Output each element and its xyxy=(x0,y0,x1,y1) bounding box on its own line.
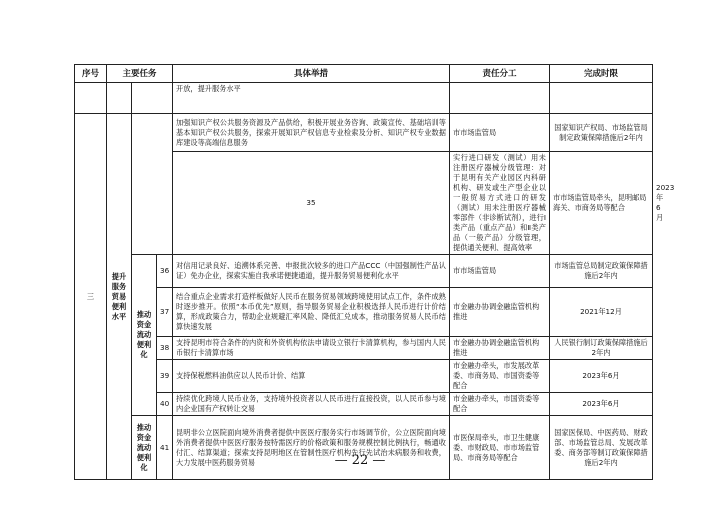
header-task: 主要任务 xyxy=(107,65,173,83)
page-number: — 22 — xyxy=(334,453,386,468)
table-row-continuation xyxy=(75,83,653,114)
item-number: 36 xyxy=(157,255,173,288)
cont-resp xyxy=(450,83,550,114)
responsibility-text: 市金融办协调金融监管机构推进 xyxy=(450,288,550,337)
deadline-text: 人民银行制订政策保障措施后2年内 xyxy=(550,337,653,360)
measure-text: 实行进口研发（测试）用未注册医疗器械分级管理：对于昆明有关产业园区内科研机构、研发或生产型企业以一般贸易方式进口的研发（测试）用未注册医疗器械零部件（非诊断试剂），进行Ⅰ类产品（重点产品）和Ⅱ类产品（一般产品）分级管理，提供通关便利、提高效率 xyxy=(450,152,550,255)
deadline-text: 2023年6月 xyxy=(550,360,653,393)
deadline-text: 2021年12月 xyxy=(550,288,653,337)
responsibility-text: 市市场监管局 xyxy=(450,255,550,288)
item-number: 35 xyxy=(173,152,450,255)
group-seq: 三 xyxy=(75,114,107,480)
item-number: 40 xyxy=(157,393,173,416)
responsibility-text: 市金融办协调金融监管机构推进 xyxy=(450,337,550,360)
item-number: 38 xyxy=(157,337,173,360)
table-row: 35 实行进口研发（测试）用未注册医疗器械分级管理：对于昆明有关产业园区内科研机构、研发或生产型企业以一般贸易方式进口的研发（测试）用未注册医疗器械零部件（非诊断试剂），进行Ⅰ类产品（重点产品）和Ⅱ类产品（一般产品）分级管理，提供通关便利、提高效率 市市场监管局牵头，昆明邮局海关、市商务局等配合 2023年6月 xyxy=(75,152,653,255)
header-seq: 序号 xyxy=(75,65,107,83)
measure-text: 昆明非公立医院面向境外消费者提供中医医疗服务实行市场调节价，公立医院面向境外消费者提供中医医疗服务按特需医疗的价格政策和服务规模控制比例执行，畅通收付汇、结算渠道；探索支持昆明地区在管制性医疗机构先行先试治未病服务和收费，大力发展中医药服务贸易 xyxy=(173,416,450,480)
cont-task-cell xyxy=(107,83,132,114)
item-number: 37 xyxy=(157,288,173,337)
cont-seq-cell xyxy=(75,83,107,114)
responsibility-text: 市市场监管局 xyxy=(450,114,550,152)
deadline-text: 国家医保局、中医药局、财政部、市场监管总局、发展改革委、商务部等制订政策保障措施后2年内 xyxy=(550,416,653,480)
deadline-text: 2023年6月 xyxy=(550,393,653,416)
cont-deadline xyxy=(550,83,653,114)
deadline-text: 国家知识产权局、市场监管局制定政策保障措施后2年内 xyxy=(550,114,653,152)
header-measures: 具体举措 xyxy=(173,65,450,83)
table-row xyxy=(75,393,653,416)
table-row xyxy=(75,114,653,152)
subtask-label: 推动资金流动便利化 xyxy=(132,416,157,480)
deadline-text: 市场监管总局制定政策保障措施后2年内 xyxy=(550,255,653,288)
item-number: 41 xyxy=(157,416,173,480)
table-header-row xyxy=(75,65,653,83)
table-row xyxy=(75,360,653,393)
responsibility-text: 市医保局牵头，市卫生健康委、市财政局、市市场监管局、市商务局等配合 xyxy=(450,416,550,480)
table-row xyxy=(75,288,653,337)
cont-measure: 开放，提升服务水平 xyxy=(173,83,450,114)
cont-subtask-cell xyxy=(132,83,173,114)
measure-text: 持续优化跨境人民币业务，支持境外投资者以人民币进行直接投资，以人民币参与境内企业国有产权转让交易 xyxy=(173,393,450,416)
measure-text: 支持保税燃料油供应以人民币计价、结算 xyxy=(173,360,450,393)
header-deadline: 完成时限 xyxy=(550,65,653,83)
table-row xyxy=(75,416,653,480)
responsibility-text: 市金融办牵头，市国资委等配合 xyxy=(450,393,550,416)
subtask-label: 推动资金流动便利化 xyxy=(132,255,157,416)
responsibility-text: 市金融办牵头，市发展改革委、市商务局、市国资委等配合 xyxy=(450,360,550,393)
measure-text: 加强知识产权公共服务资源及产品供给，积极开展业务咨询、政策宣传、基础培训等基本知识产权公共服务，探索开展知识产权信息专业检索及分析、知识产权专业数据库建设等高端信息服务 xyxy=(173,114,450,152)
measure-text: 对信用记录良好、追溯体系完善、申报批次较多的进口产品CCC（中国强制性产品认证）免办企业，探索实施自我承诺便捷通道，提升服务贸易便利化水平 xyxy=(173,255,450,288)
measures-table xyxy=(74,64,675,480)
measure-text: 支持昆明市符合条件的内资和外资机构依法申请设立银行卡清算机构，参与国内人民币银行卡清算市场 xyxy=(173,337,450,360)
item-number: 39 xyxy=(157,360,173,393)
header-responsibility: 责任分工 xyxy=(450,65,550,83)
responsibility-text: 市市场监管局牵头，昆明邮局海关、市商务局等配合 xyxy=(550,152,653,255)
subtask-empty-cell xyxy=(132,114,173,255)
measure-text: 结合重点企业需求打造样板做好人民币在服务贸易领域跨境使用试点工作，条件成熟时逐步推开。依照“本币优先”原则，指导服务贸易企业积极选择人民币进行计价结算，形成政策合力，帮助企业规避汇率风险、降低汇兑成本，推动服务贸易人民币结算快速发展 xyxy=(173,288,450,337)
table-row xyxy=(75,255,653,288)
group-task: 提升服务贸易便利水平 xyxy=(107,114,132,480)
table-row xyxy=(75,337,653,360)
